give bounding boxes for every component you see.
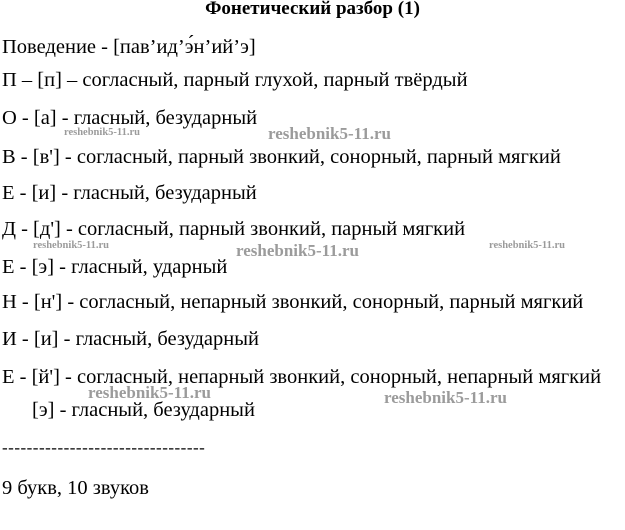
watermark: reshebnik5-11.ru [236, 241, 359, 260]
letter-line-i: И - [и] - гласный, безударный [2, 328, 259, 350]
letter-line-o: О - [а] - гласный, безударный [2, 107, 258, 129]
divider-line: --------------------------------- [2, 438, 206, 457]
letter-line-e2: Е - [э] - гласный, ударный [2, 256, 228, 278]
letter-line-v: В - [в'] - согласный, парный звонкий, сонорный, парный мягкий [2, 146, 561, 168]
letter-line-d: Д - [д'] - согласный, парный звонкий, парный мягкий [2, 218, 466, 240]
letter-line-p: П – [п] – согласный, парный глухой, парный твёрдый [2, 69, 468, 91]
summary-text: 9 букв, 10 звуков [2, 477, 149, 499]
word-transcription: Поведение - [пав’ид’э́н’ий’э] [2, 36, 256, 58]
watermark: reshebnik5-11.ru [88, 383, 211, 402]
page-title: Фонетический разбор (1) [205, 0, 420, 19]
letter-line-e3: Е - [й'] - согласный, непарный звонкий, сонорный, непарный мягкий [2, 366, 602, 388]
letter-line-n: Н - [н'] - согласный, непарный звонкий, сонорный, парный мягкий [2, 291, 584, 313]
watermark: reshebnik5-11.ru [384, 388, 507, 407]
watermark: reshebnik5-11.ru [64, 127, 140, 138]
letter-line-e1: Е - [и] - гласный, безударный [2, 182, 257, 204]
watermark: reshebnik5-11.ru [489, 240, 565, 251]
watermark: reshebnik5-11.ru [268, 124, 391, 143]
sound-line-e: [э] - гласный, безударный [32, 399, 255, 421]
watermark: reshebnik5-11.ru [33, 240, 109, 251]
